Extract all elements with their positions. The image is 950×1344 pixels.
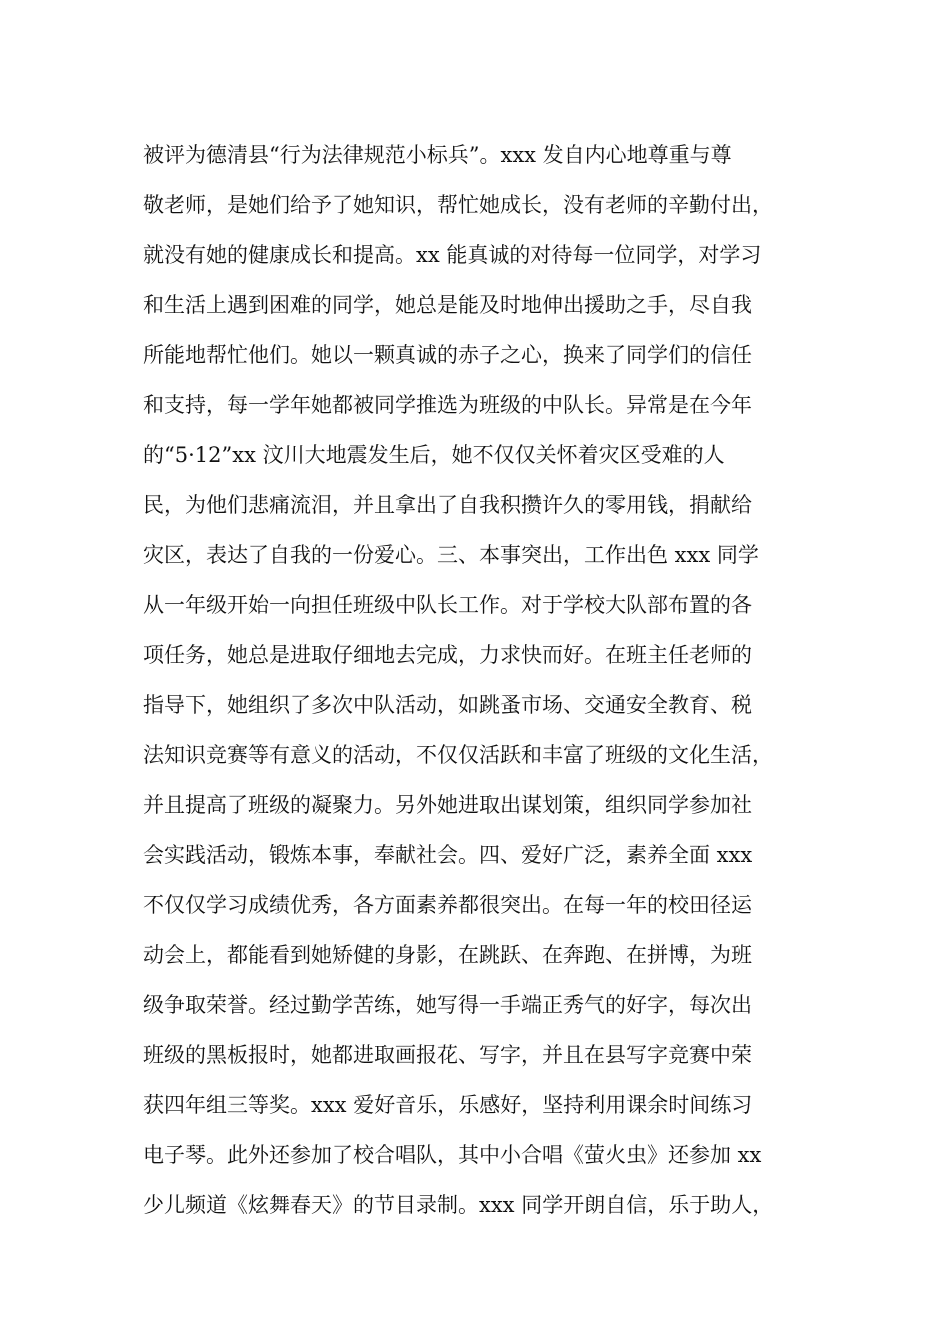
text-line: 法知识竞赛等有意义的活动，不仅仅活跃和丰富了班级的文化生活， xyxy=(143,743,773,767)
text-line: 级争取荣誉。经过勤学苦练，她写得一手端正秀气的好字，每次出 xyxy=(143,993,752,1017)
text-line: 班级的黑板报时，她都进取画报花、写字，并且在县写字竞赛中荣 xyxy=(143,1043,752,1067)
text-line: 少儿频道《炫舞春天》的节目录制。xxx 同学开朗自信，乐于助人， xyxy=(143,1193,774,1217)
text-line: 从一年级开始一向担任班级中队长工作。对于学校大队部布置的各 xyxy=(143,593,752,617)
text-line: 动会上，都能看到她矫健的身影，在跳跃、在奔跑、在拼博，为班 xyxy=(143,943,752,967)
text-line: 指导下，她组织了多次中队活动，如跳蚤市场、交通安全教育、税 xyxy=(143,693,752,717)
text-line: 电子琴。此外还参加了校合唱队，其中小合唱《萤火虫》还参加 xx xyxy=(143,1143,762,1167)
text-line: 会实践活动，锻炼本事，奉献社会。四、爱好广泛，素养全面 xxx xyxy=(143,843,753,867)
body-paragraph xyxy=(143,130,843,1230)
text-line: 项任务，她总是进取仔细地去完成，力求快而好。在班主任老师的 xyxy=(143,643,752,667)
text-line: 所能地帮忙他们。她以一颗真诚的赤子之心，换来了同学们的信任 xyxy=(143,343,752,367)
text-line: 和生活上遇到困难的同学，她总是能及时地伸出援助之手，尽自我 xyxy=(143,293,752,317)
text-line: 被评为德清县“行为法律规范小标兵”。xxx 发自内心地尊重与尊 xyxy=(143,143,732,167)
text-line: 的“5·12”xx 汶川大地震发生后，她不仅仅关怀着灾区受难的人 xyxy=(143,443,725,467)
text-line: 民，为他们悲痛流泪，并且拿出了自我积攒许久的零用钱，捐献给 xyxy=(143,493,752,517)
text-line: 就没有她的健康成长和提高。xx 能真诚的对待每一位同学，对学习 xyxy=(143,243,762,267)
text-line: 灾区，表达了自我的一份爱心。三、本事突出，工作出色 xxx 同学 xyxy=(143,543,759,567)
text-line: 获四年组三等奖。xxx 爱好音乐，乐感好，坚持利用课余时间练习 xyxy=(143,1093,753,1117)
text-line: 不仅仅学习成绩优秀，各方面素养都很突出。在每一年的校田径运 xyxy=(143,893,752,917)
text-line: 并且提高了班级的凝聚力。另外她进取出谋划策，组织同学参加社 xyxy=(143,793,752,817)
text-line: 和支持，每一学年她都被同学推选为班级的中队长。异常是在今年 xyxy=(143,393,752,417)
text-line: 敬老师，是她们给予了她知识，帮忙她成长，没有老师的辛勤付出， xyxy=(143,193,773,217)
